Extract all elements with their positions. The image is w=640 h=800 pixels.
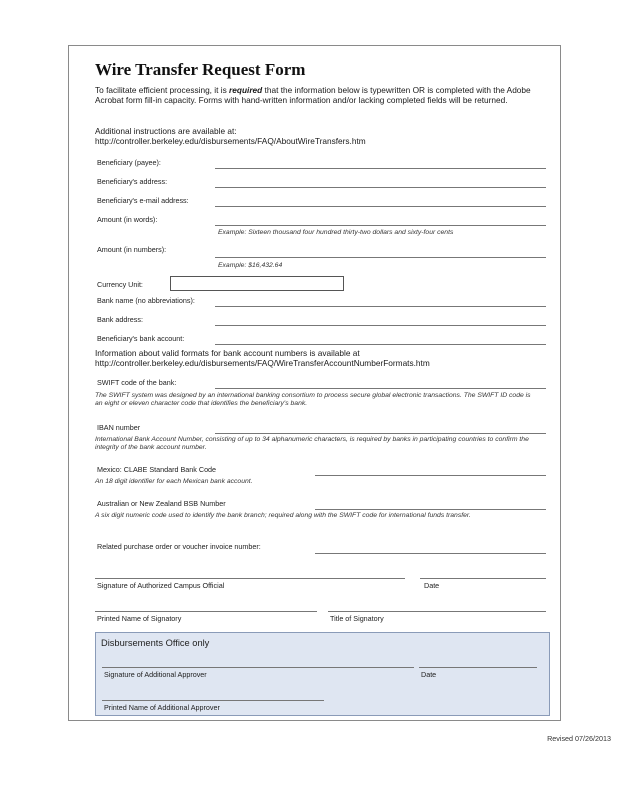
iban-field[interactable] (215, 433, 546, 434)
revision-date: Revised 07/26/2013 (547, 734, 611, 743)
instructions (95, 126, 545, 147)
po-label: Related purchase order or voucher invoice number: (97, 542, 261, 551)
swift-note: The SWIFT system was designed by an international banking consortium to process secure global electronic transactions. The SWIFT ID code is an eight or eleven character code that identifies the beneficiary's bank. (95, 392, 531, 408)
clabe-field[interactable] (315, 475, 546, 476)
amount-numbers-label: Amount (in numbers): (97, 245, 167, 254)
beneficiary-field[interactable] (215, 168, 546, 169)
swift-field[interactable] (215, 388, 546, 389)
swift-label: SWIFT code of the bank: (97, 378, 177, 387)
amount-words-field[interactable] (215, 225, 546, 226)
bsb-label: Australian or New Zealand BSB Number (97, 499, 226, 508)
currency-label: Currency Unit: (97, 280, 143, 289)
form-title: Wire Transfer Request Form (95, 60, 306, 79)
iban-label: IBAN number (97, 423, 141, 432)
approver-signature-label: Signature of Additional Approver (104, 670, 207, 679)
official-date-line[interactable] (420, 578, 546, 579)
clabe-label: Mexico: CLABE Standard Bank Code (97, 465, 217, 474)
instructions-link[interactable]: http://controller.berkeley.edu/disbursements/FAQ/AboutWireTransfers.htm (95, 136, 366, 147)
intro-paragraph (95, 85, 545, 106)
bank-address-field[interactable] (215, 325, 546, 326)
amount-words-example: Example: Sixteen thousand four hundred thirty-two dollars and sixty-four cents (218, 229, 454, 236)
account-format-link[interactable]: http://controller.berkeley.edu/disbursements/FAQ/WireTransferAccountNumberFormats.htm (95, 358, 430, 369)
bank-address-label: Bank address: (97, 315, 143, 324)
approver-name-line[interactable] (102, 700, 324, 701)
bank-name-label: Bank name (no abbreviations): (97, 296, 195, 305)
office-heading: Disbursements Office only (101, 638, 210, 648)
intro-text-1: To facilitate efficient processing, it is (95, 85, 230, 95)
instructions-line: Additional instructions are available at: (95, 126, 237, 136)
address-field[interactable] (215, 187, 546, 188)
amount-words-label: Amount (in words): (97, 215, 158, 224)
signatory-title-line[interactable] (328, 611, 546, 612)
printed-name-label: Printed Name of Signatory (97, 614, 182, 623)
bank-account-field[interactable] (215, 344, 546, 345)
signatory-title-label: Title of Signatory (330, 614, 384, 623)
account-format-text: Information about valid formats for bank account numbers is available at (95, 348, 360, 358)
bank-account-label: Beneficiary's bank account: (97, 334, 185, 343)
bsb-field[interactable] (315, 509, 546, 510)
intro-emphasis: required (229, 85, 263, 95)
bank-name-field[interactable] (215, 306, 546, 307)
printed-name-line[interactable] (95, 611, 317, 612)
email-field[interactable] (215, 206, 546, 207)
bsb-note: A six digit numeric code used to identify the bank branch; required along with the SWIFT code for international funds transfer. (95, 512, 471, 519)
approver-date-label: Date (421, 670, 437, 679)
beneficiary-label: Beneficiary (payee): (97, 158, 161, 167)
approver-name-label: Printed Name of Additional Approver (104, 703, 220, 712)
address-label: Beneficiary's address: (97, 177, 168, 186)
po-field[interactable] (315, 553, 546, 554)
intro-text-2: that the information below is typewritten OR is completed with the Adobe Acrobat form fill-in capacity. Forms with hand-written information and/or lacking completed fields will be returned. (95, 85, 531, 106)
amount-numbers-example: Example: $16,432.64 (218, 262, 283, 269)
approver-signature-line[interactable] (102, 667, 414, 668)
disbursements-office-box (95, 632, 550, 716)
official-signature-line[interactable] (95, 578, 405, 579)
amount-numbers-field[interactable] (215, 257, 546, 258)
approver-date-line[interactable] (419, 667, 537, 668)
official-date-label: Date (424, 581, 440, 590)
account-format-info (95, 348, 545, 369)
currency-input[interactable] (170, 276, 344, 291)
email-label: Beneficiary's e-mail address: (97, 196, 189, 205)
iban-note: International Bank Account Number, consisting of up to 34 alphanumeric characters, is required by banks in participating countries to confirm the integrity of the bank account number. (95, 436, 529, 452)
official-signature-label: Signature of Authorized Campus Official (97, 581, 225, 590)
clabe-note: An 18 digit identifier for each Mexican bank account. (95, 478, 253, 485)
